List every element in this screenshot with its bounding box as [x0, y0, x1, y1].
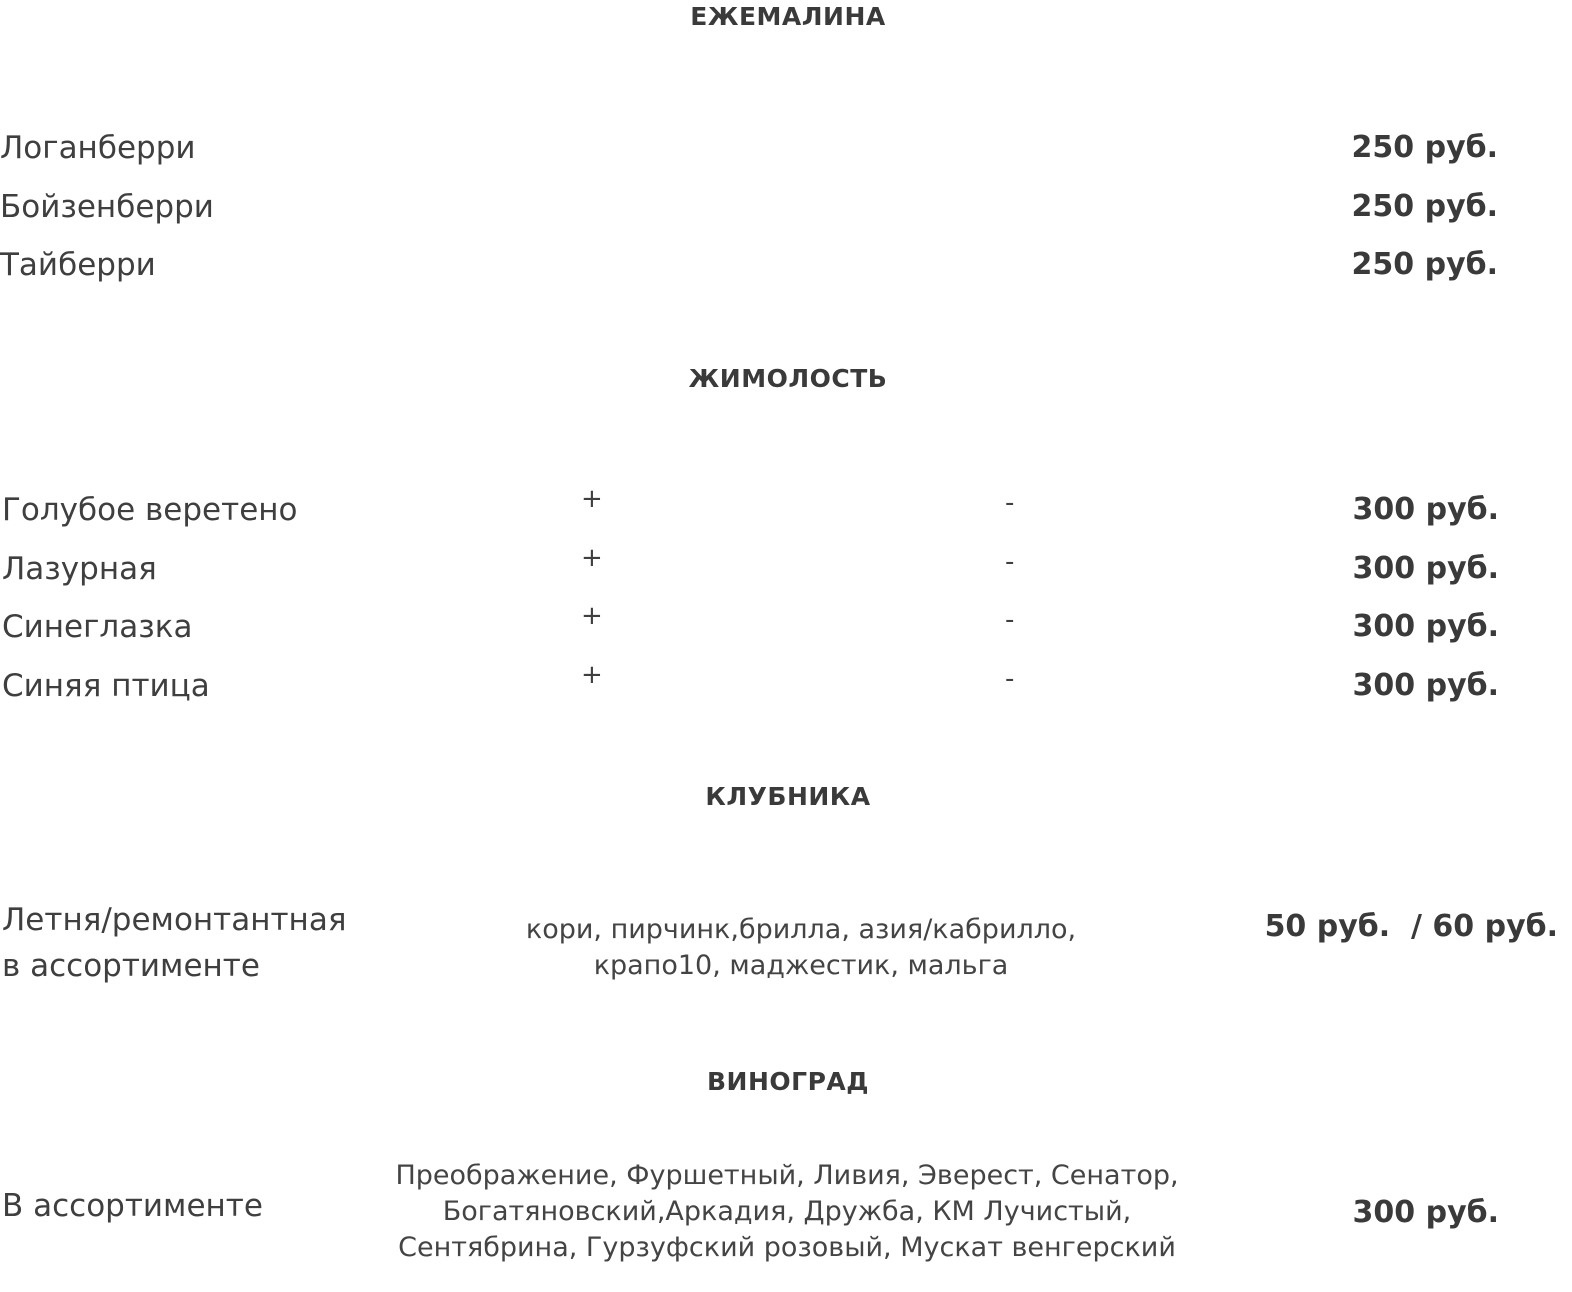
item-minus-goluboe-vereteno: - [1005, 488, 1015, 518]
item-price-sineglazka: 300 руб. [1352, 609, 1499, 644]
item-minus-sinyaya-ptitsa: - [1005, 664, 1015, 694]
item-price-sinyaya-ptitsa: 300 руб. [1352, 668, 1499, 703]
item-price-tayberry: 250 руб. [1351, 247, 1498, 282]
strawberry-varieties-line2: крапо10, маджестик, мальга [593, 950, 1009, 981]
section-title-honeysuckle: ЖИМОЛОСТЬ [688, 364, 888, 393]
item-price-loganberry: 250 руб. [1351, 130, 1498, 165]
grape-price: 300 руб. [1352, 1195, 1499, 1230]
item-name-goluboe-vereteno: Голубое веретено [2, 492, 298, 528]
grape-name: В ассортименте [2, 1188, 263, 1224]
item-price-lazurnaya: 300 руб. [1352, 551, 1499, 586]
item-plus-goluboe-vereteno: + [581, 484, 603, 514]
item-minus-sineglazka: - [1005, 605, 1015, 635]
grape-varieties [395, 1158, 1178, 1266]
item-name-loganberry: Логанберри [0, 130, 196, 166]
grape-varieties-line2: Богатяновский,Аркадия, Дружба, КМ Лучистый, [442, 1196, 1132, 1227]
item-price-boysenberry: 250 руб. [1351, 189, 1498, 224]
section-title-strawberry: КЛУБНИКА [705, 782, 871, 811]
grape-varieties-line3: Сентябрина, Гурзуфский розовый, Мускат венгерский [398, 1232, 1176, 1263]
item-plus-sinyaya-ptitsa: + [581, 660, 603, 690]
section-title-grape: ВИНОГРАД [706, 1067, 870, 1096]
item-plus-sineglazka: + [581, 601, 603, 631]
item-minus-lazurnaya: - [1005, 547, 1015, 577]
strawberry-name-line2: в ассортименте [2, 948, 260, 984]
strawberry-price: 50 руб. / 60 руб. [1264, 909, 1558, 944]
item-name-sineglazka: Синеглазка [2, 609, 193, 645]
section-title-blackberry-raspberry: ЕЖЕМАЛИНА [690, 2, 886, 31]
item-plus-lazurnaya: + [581, 543, 603, 573]
item-price-goluboe-vereteno: 300 руб. [1352, 492, 1499, 527]
grape-varieties-line1: Преображение, Фуршетный, Ливия, Эверест, Сенатор, [395, 1160, 1179, 1191]
strawberry-varieties-line1: кори, пирчинк,брилла, азия/кабрилло, [525, 914, 1077, 945]
item-name-tayberry: Тайберри [0, 247, 156, 283]
item-name-sinyaya-ptitsa: Синяя птица [2, 668, 210, 704]
item-name-lazurnaya: Лазурная [2, 551, 157, 587]
item-name-boysenberry: Бойзенберри [0, 189, 214, 225]
strawberry-name-line1: Летня/ремонтантная [2, 902, 347, 938]
strawberry-varieties [526, 912, 1076, 984]
